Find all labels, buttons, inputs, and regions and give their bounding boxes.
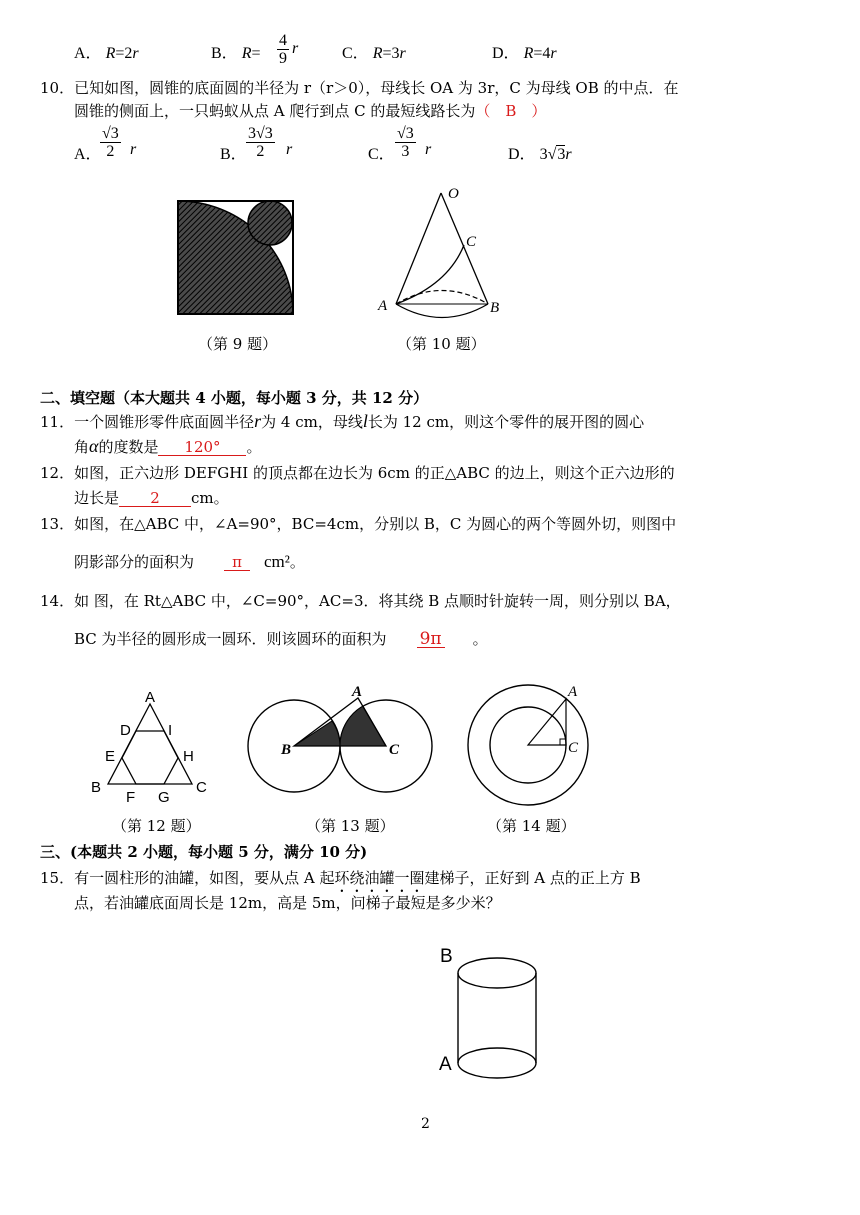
- q14-line1: 14．如 图，在 Rt△ABC 中，∠C=90°，AC=3．将其绕 B 点顺时针旋转一周，则分别以 BA，: [40, 592, 681, 610]
- fig13-label-a: A: [352, 684, 363, 700]
- q10-option-c-r: r: [425, 141, 432, 158]
- section3-heading: 三、(本题共 2 小题，每小题 5 分，满分 10 分): [40, 843, 368, 861]
- fig10-label-o: O: [448, 186, 459, 202]
- q9-option-b: B． R=: [211, 45, 261, 62]
- fig13-label-c: C: [389, 742, 400, 758]
- fig14-caption: （第 14 题）: [487, 817, 576, 835]
- q12-answer: 2: [119, 490, 191, 507]
- section2-heading: 二、填空题（本大题共 4 小题，每小题 3 分，共 12 分）: [40, 389, 429, 407]
- q9-option-b-fraction: $\frac{4}{9}$: [279, 32, 287, 67]
- q15-line2: 点，若油罐底面周长是 12m，高是 5m，问梯子最短是多少米？: [74, 894, 501, 912]
- q10-line2: 圆锥的侧面上，一只蚂蚁从点 A 爬行到点 C 的最短线路长为（ B ）: [74, 102, 547, 120]
- fig13-diagram: [246, 682, 436, 804]
- q10-answer: （ B ）: [475, 102, 547, 120]
- fig14-label-a: A: [568, 684, 578, 700]
- q10-option-a-r: r: [130, 141, 137, 158]
- q13-line2: 阴影部分的面积为 π cm²。: [74, 552, 305, 571]
- q10-option-a-fraction: $\frac{√3}{2}$: [102, 125, 119, 160]
- page-number: 2: [421, 1116, 430, 1132]
- fig15-label-a: A: [439, 1054, 452, 1075]
- fig12-label-f: F: [126, 789, 136, 806]
- fig10-label-b: B: [490, 300, 500, 316]
- q10-option-a-label: A．: [74, 146, 102, 163]
- q11-answer: 120°: [158, 439, 246, 456]
- fig10-caption: （第 10 题）: [397, 335, 486, 353]
- q13-answer: π: [224, 554, 250, 571]
- q14-answer: 9π: [417, 631, 445, 648]
- q14-line2: BC 为半径的圆形成一圆环．则该圆环的面积为 9π 。: [74, 629, 488, 649]
- q9-option-c: C． R=3r: [342, 45, 406, 62]
- fig12-label-a: A: [145, 689, 156, 706]
- q11-line1: 11．一个圆锥形零件底面圆半径r为 4 cm，母线l长为 12 cm，则这个零件的展开图的圆心: [40, 411, 645, 431]
- fig12-label-c: C: [196, 779, 207, 796]
- q13-line1: 13．如图，在△ABC 中，∠A=90°，BC=4cm，分别以 B，C 为圆心的两个等圆外切，则图中: [40, 515, 677, 533]
- fig12-label-d: D: [120, 722, 131, 739]
- fig12-label-h: H: [183, 748, 194, 765]
- fig13-label-b: B: [281, 742, 292, 758]
- fig12-diagram: [88, 688, 213, 806]
- fig9-caption: （第 9 题）: [198, 335, 278, 353]
- q12-line1: 12．如图，正六边形 DEFGHI 的顶点都在边长为 6cm 的正△ABC 的边上，则这个正六边形的: [40, 464, 675, 482]
- q10-option-b-fraction: $\frac{3√3}{2}$: [248, 125, 273, 160]
- fig14-diagram: [464, 682, 594, 808]
- q12-line2: 边长是 2 cm。: [74, 489, 229, 507]
- fig14-label-c: C: [568, 740, 579, 756]
- fig12-label-b: B: [91, 779, 102, 796]
- q10-option-d: D． 3√3r: [508, 146, 572, 163]
- fig9-diagram: [177, 200, 295, 316]
- fig12-caption: （第 12 题）: [112, 817, 201, 835]
- fig15-label-b: B: [440, 946, 453, 967]
- fig15-diagram: [436, 940, 546, 1082]
- q10-option-c-label: C．: [368, 146, 395, 163]
- fig10-label-c: C: [466, 234, 477, 250]
- q10-line1: 10．已知如图，圆锥的底面圆的半径为 r（r＞0），母线长 OA 为 3r，C 为母线 OB 的中点．在: [40, 79, 679, 97]
- q9-option-d: D． R=4r: [492, 45, 557, 62]
- q15-line1: 15．有一圆柱形的油罐，如图，要从点 A 起环绕油罐一圈建梯子，正好到 A 点的正上方 B: [40, 869, 641, 887]
- q10-option-b-r: r: [286, 141, 293, 158]
- q10-option-c-fraction: $\frac{√3}{3}$: [397, 125, 414, 160]
- q11-line2: 角α的度数是 120° 。: [74, 436, 262, 456]
- fig10-diagram: [378, 185, 508, 320]
- fig12-label-e: E: [105, 748, 116, 765]
- q9-option-b-r: r: [292, 40, 299, 57]
- q9-option-a: A． R=2r: [74, 45, 139, 62]
- fig13-caption: （第 13 题）: [306, 817, 395, 835]
- fig10-label-a: A: [378, 298, 388, 314]
- fig12-label-i: I: [168, 722, 173, 739]
- q10-option-b-label: B．: [220, 146, 247, 163]
- q10-options: [74, 125, 634, 175]
- fig12-label-g: G: [158, 789, 170, 806]
